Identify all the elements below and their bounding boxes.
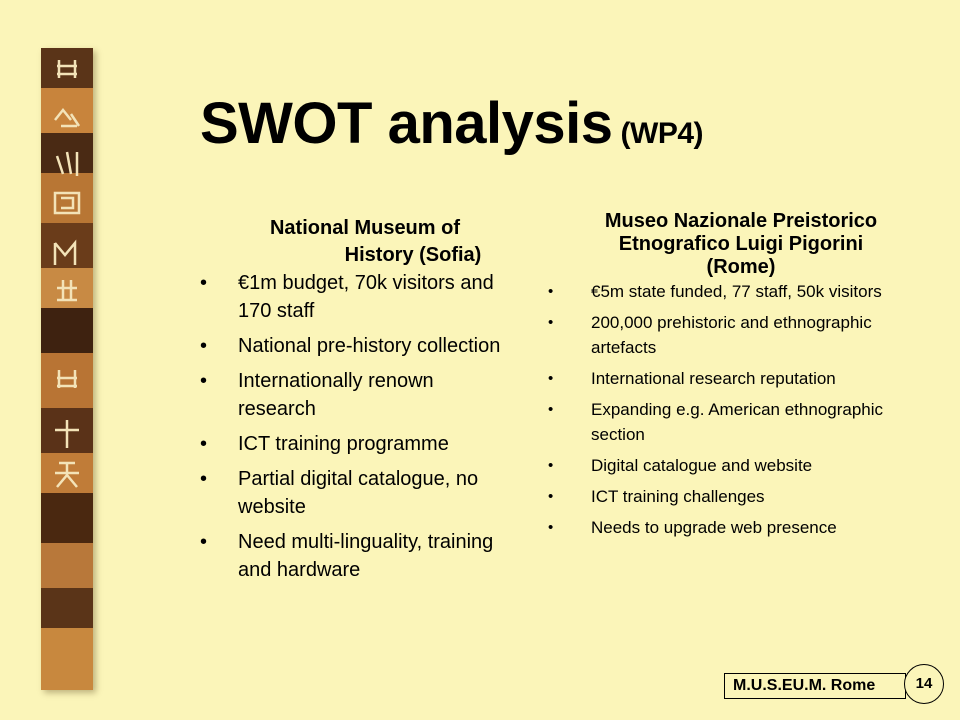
bullet-icon: • xyxy=(548,519,554,536)
list-item-text: Partial digital catalogue, no website xyxy=(238,468,479,518)
right-heading: Museo Nazionale Preistorico Etnografico Luigi Pigorini (Rome) xyxy=(604,210,878,278)
bullet-icon: • xyxy=(548,457,554,474)
totem-decoration-icon xyxy=(41,48,93,690)
bullet-icon: • xyxy=(200,370,208,392)
title-main: SWOT analysis xyxy=(200,91,613,156)
list-item xyxy=(548,397,918,447)
bullet-icon: • xyxy=(200,335,208,357)
list-item xyxy=(200,528,510,584)
bullet-icon: • xyxy=(200,433,208,455)
list-item xyxy=(548,310,918,360)
bullet-icon: • xyxy=(548,283,554,300)
bullet-icon: • xyxy=(548,370,554,387)
list-item-text: ICT training programme xyxy=(238,433,449,455)
left-heading-line1: National Museum of xyxy=(269,217,460,239)
title-sub: (WP4) xyxy=(620,117,704,150)
page-title xyxy=(200,90,703,157)
list-item-text: National pre-history collection xyxy=(238,335,501,357)
list-item xyxy=(200,367,510,423)
bullet-icon: • xyxy=(548,488,554,505)
list-item xyxy=(548,484,918,509)
list-item-text: Needs to upgrade web presence xyxy=(591,518,837,537)
list-item xyxy=(200,332,510,360)
left-heading-line2: History (Sofia) xyxy=(344,244,482,266)
list-item xyxy=(548,279,918,304)
list-item xyxy=(200,269,510,325)
footer-label: M.U.S.EU.M. Rome xyxy=(724,673,906,699)
list-item-text: International research reputation xyxy=(591,369,836,388)
bullet-icon: • xyxy=(548,401,554,418)
list-item-text: ICT training challenges xyxy=(591,487,765,506)
right-column xyxy=(548,210,918,546)
bullet-icon: • xyxy=(200,531,208,553)
left-bullet-list xyxy=(200,269,510,584)
list-item xyxy=(548,515,918,540)
list-item-text: 200,000 prehistoric and ethnographic artefacts xyxy=(591,313,872,357)
list-item xyxy=(548,453,918,478)
bullet-icon: • xyxy=(200,272,208,294)
list-item-text: Need multi-linguality, training and hardware xyxy=(238,531,494,581)
list-item xyxy=(548,366,918,391)
bullet-icon: • xyxy=(548,314,554,331)
list-item-text: €1m budget, 70k visitors and 170 staff xyxy=(238,272,494,322)
right-bullet-list xyxy=(548,279,918,540)
left-column xyxy=(200,215,510,591)
bullet-icon: • xyxy=(200,468,208,490)
left-heading xyxy=(200,215,530,269)
list-item-text: €5m state funded, 77 staff, 50k visitors xyxy=(591,282,882,301)
page-number: 14 xyxy=(904,664,944,704)
list-item-text: Digital catalogue and website xyxy=(591,456,813,475)
list-item xyxy=(200,465,510,521)
list-item-text: Expanding e.g. American ethnographic section xyxy=(591,400,884,444)
list-item-text: Internationally renown research xyxy=(238,370,434,420)
list-item xyxy=(200,430,510,458)
